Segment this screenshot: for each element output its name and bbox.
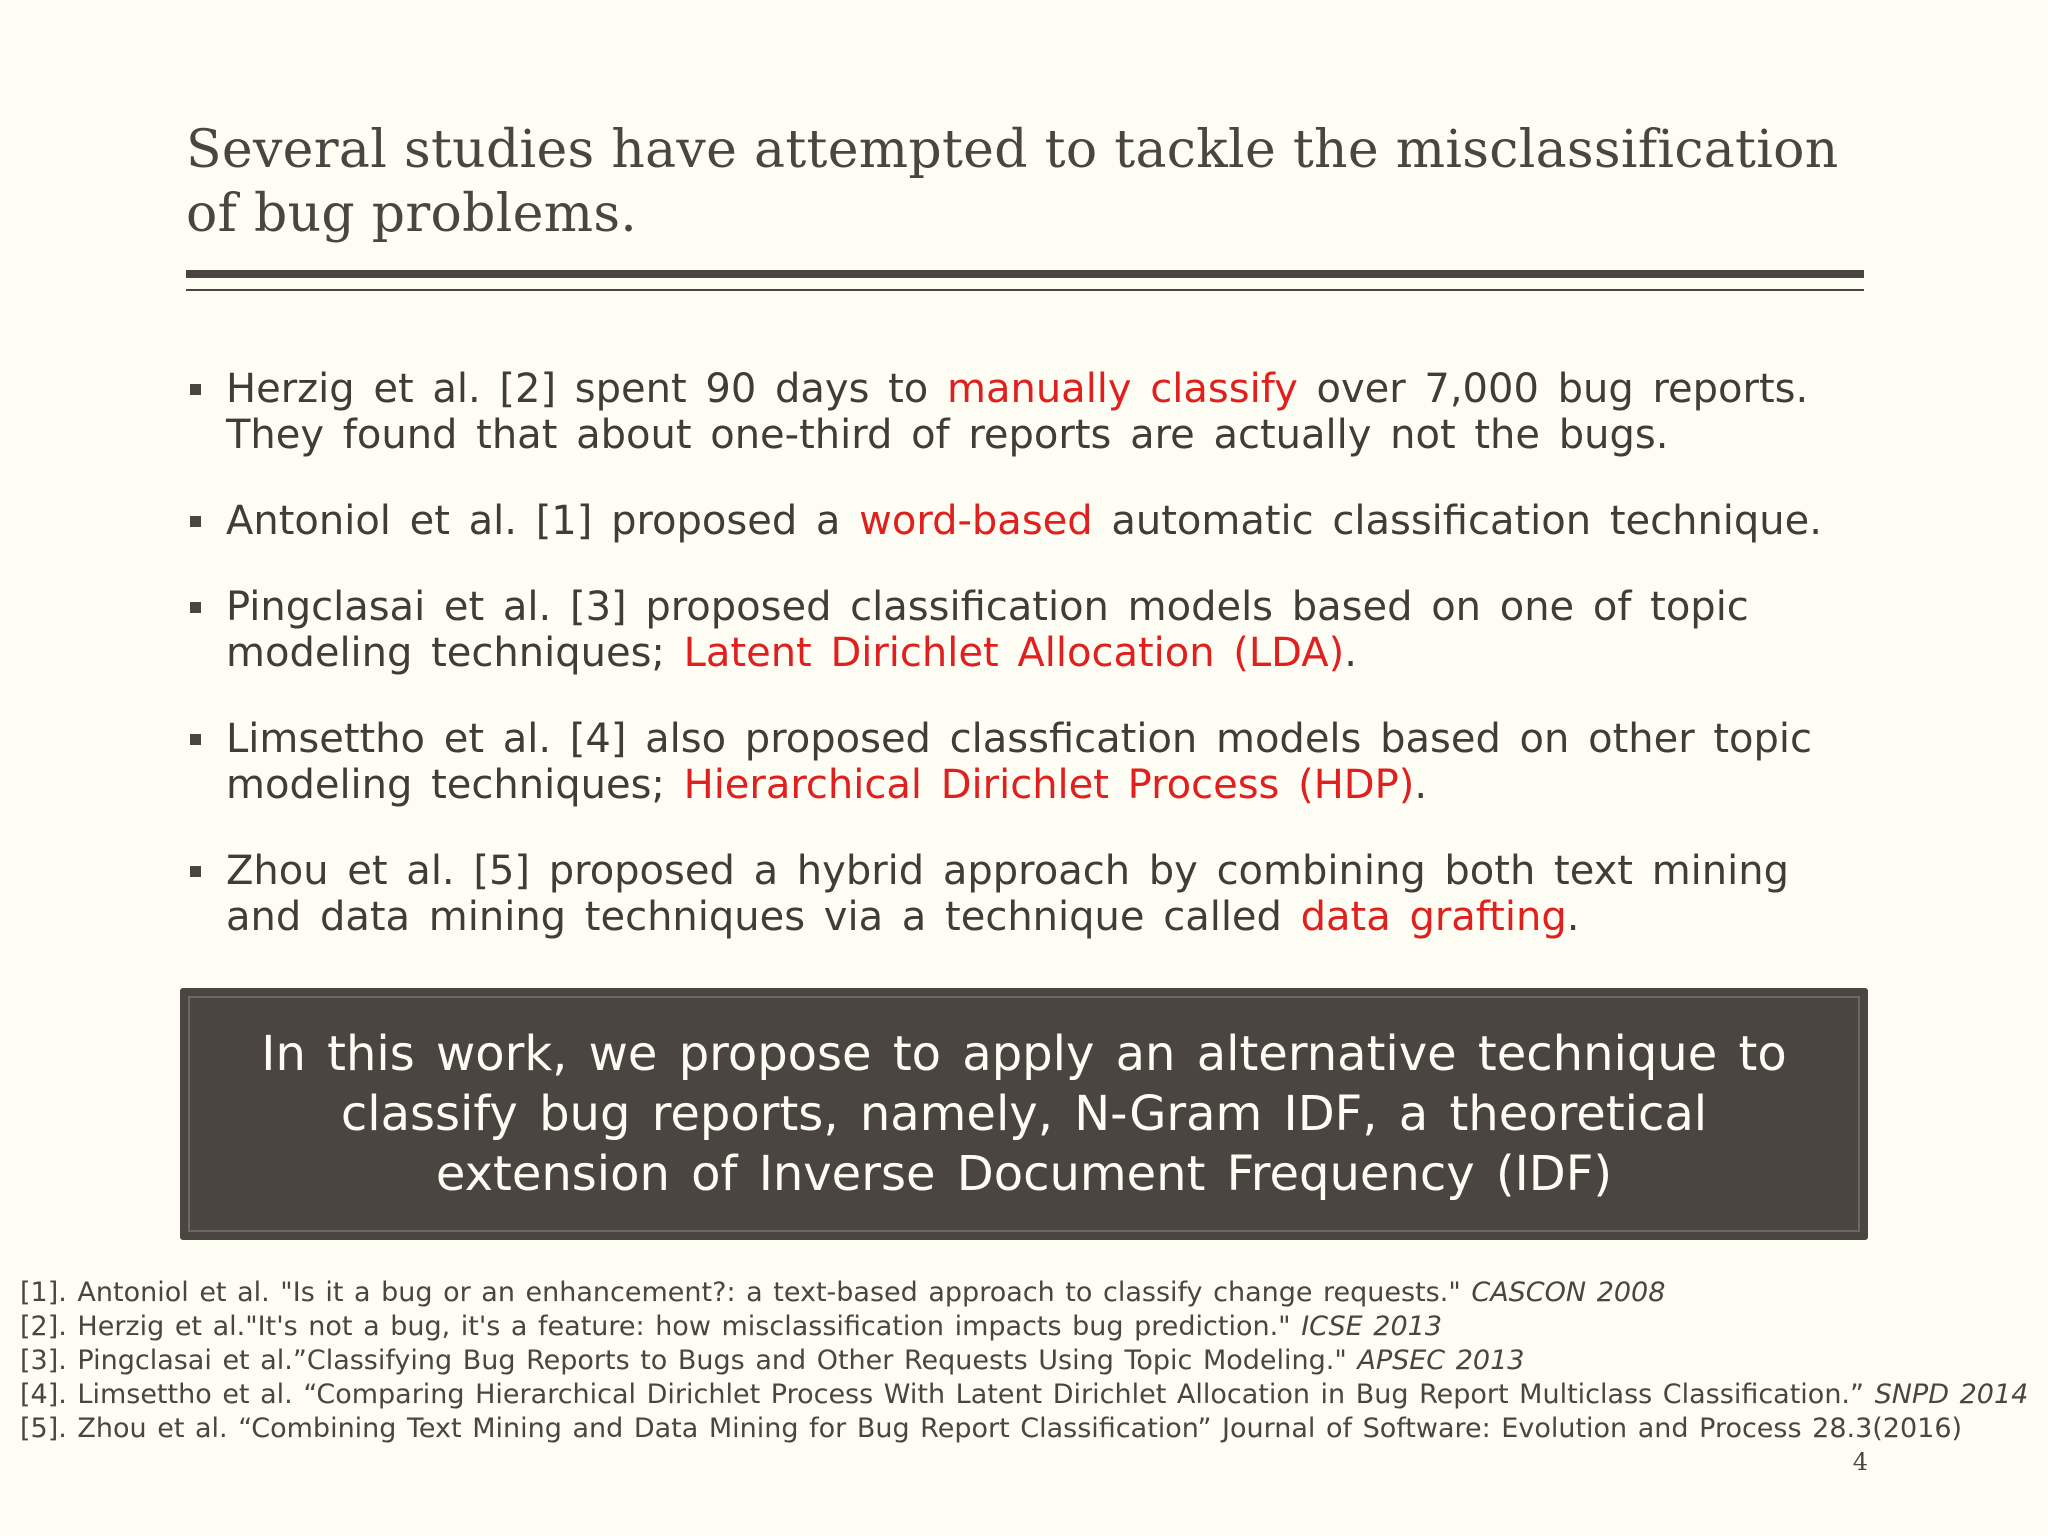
bullet-highlight: Latent Dirichlet Allocation (LDA): [683, 630, 1345, 676]
reference-venue: CASCON 2008: [1471, 1277, 1666, 1308]
reference-item: [20, 1378, 2030, 1412]
square-bullet-icon: [190, 384, 201, 395]
bullet-text: Herzig et al. [2] spent 90 days to: [226, 366, 947, 412]
slide-title: Several studies have attempted to tackle the misclassification of bug problems.: [186, 120, 1839, 244]
bullet-item: [186, 584, 1866, 676]
bullet-highlight: manually classify: [947, 366, 1298, 412]
references-list: [20, 1276, 2030, 1446]
bullet-text: .: [1344, 630, 1357, 676]
reference-text: [4]. Limsettho et al. “Comparing Hierarchical Dirichlet Process With Latent Dirichlet Allocation in Bug Report Multiclass Classification.”: [20, 1379, 1875, 1410]
reference-venue: ICSE 2013: [1301, 1311, 1442, 1342]
reference-item: [20, 1276, 2030, 1310]
bullet-text: automatic classification technique.: [1092, 498, 1822, 544]
reference-text: [5]. Zhou et al. “Combining Text Mining and Data Mining for Bug Report Classification” Journal of Software: Evolution and Process 28.3(2016): [20, 1413, 1963, 1444]
title-divider-thin: [186, 289, 1864, 291]
bullet-item: [186, 498, 1866, 544]
bullet-item: [186, 848, 1866, 940]
bullet-text: Limsettho et al. [4] also proposed classfication models based on other topic modeling techniques;: [226, 716, 1813, 808]
reference-text: [3]. Pingclasai et al.”Classifying Bug Reports to Bugs and Other Requests Using Topic Modeling.": [20, 1345, 1358, 1376]
reference-venue: SNPD 2014: [1874, 1379, 2029, 1410]
bullet-highlight: Hierarchical Dirichlet Process (HDP): [683, 762, 1415, 808]
bullet-text: .: [1566, 894, 1580, 940]
bullet-list: [186, 366, 1866, 980]
bullet-item: [186, 366, 1866, 458]
bullet-item: [186, 716, 1866, 808]
square-bullet-icon: [190, 866, 201, 877]
bullet-text: Zhou et al. [5] proposed a hybrid approach by combining both text mining and data mining techniques via a technique called: [226, 848, 1789, 940]
title-divider-thick: [186, 270, 1864, 278]
reference-item: [20, 1412, 2030, 1446]
reference-venue: APSEC 2013: [1357, 1345, 1525, 1376]
callout-inner-frame: [188, 996, 1860, 1232]
bullet-text: Pingclasai et al. [3] proposed classification models based on one of topic modeling techniques;: [226, 584, 1749, 676]
bullet-highlight: data grafting: [1300, 894, 1567, 940]
square-bullet-icon: [190, 602, 201, 613]
page-number: 4: [1852, 1448, 1868, 1476]
bullet-highlight: word-based: [859, 498, 1093, 544]
callout-text: In this work, we propose to apply an alternative technique to classify bug reports, namely, N-Gram IDF, a theoretical extension of Inverse Document Frequency (IDF): [261, 1026, 1787, 1202]
square-bullet-icon: [190, 734, 201, 745]
bullet-text: .: [1414, 762, 1428, 808]
reference-item: [20, 1310, 2030, 1344]
reference-text: [1]. Antoniol et al. "Is it a bug or an enhancement?: a text-based approach to classify change requests.": [20, 1277, 1472, 1308]
square-bullet-icon: [190, 516, 201, 527]
bullet-text: over 7,000 bug reports. They found that about one-third of reports are actually not the bugs.: [226, 366, 1809, 458]
bullet-text: Antoniol et al. [1] proposed a: [226, 498, 860, 544]
reference-item: [20, 1344, 2030, 1378]
reference-text: [2]. Herzig et al."It's not a bug, it's a feature: how misclassification impacts bug prediction.": [20, 1311, 1302, 1342]
proposal-callout-box: [180, 988, 1868, 1240]
